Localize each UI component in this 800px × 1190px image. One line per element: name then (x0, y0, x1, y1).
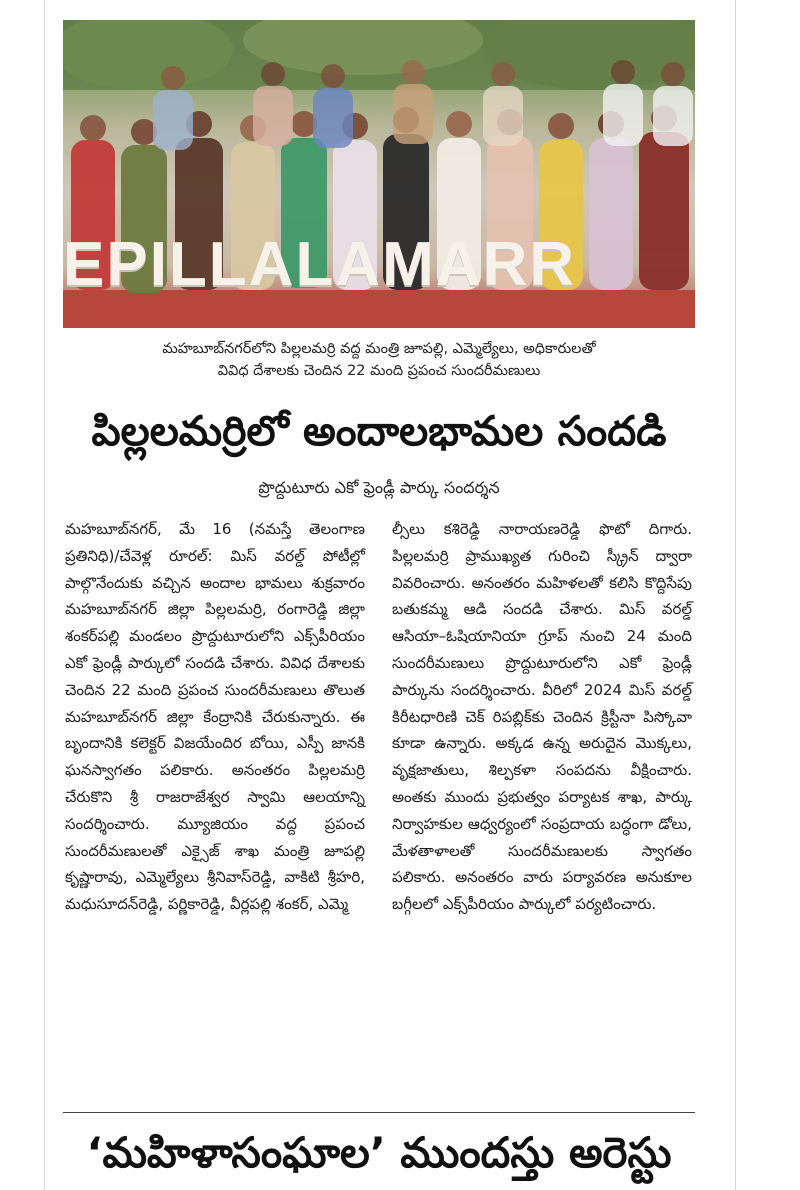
article-text-left: మహబూబ్‌నగర్‌, మే 16 (నమస్తే తెలంగాణ ప్రతినిధి)/చేవెళ్ల రూరల్‌: మిస్‌ వరల్డ్‌ పోటీల్లో పాల్గొనేందుకు వచ్చిన అందాల భామలు శుక్రవారం మహబూబ్‌నగర్‌ జిల్లా పిల్లలమర్రి, రంగారెడ్డి జిల్లా శంకర్‌పల్లి మండలం ప్రొద్దుటూరులోని ఎక్స్‌పీరియం ఎకో ఫ్రెండ్లీ పార్కులో సందడి చేశారు. వివిధ దేశాలకు చెందిన 22 మంది ప్రపంచ సుందరీమణులు తొలుత మహబూబ్‌నగర్‌ జిల్లా కేంద్రానికి చేరుకున్నారు. ఈ బృందానికి కలెక్టర్‌ విజయేందిర బోయి, ఎస్పీ జానకి ఘనస్వాగతం పలికారు. అనంతరం పిల్లలమర్రి చేరుకొని శ్రీ రాజరాజేశ్వర స్వామి ఆలయాన్ని సందర్శించారు. మ్యూజియం వద్ద ప్రపంచ సుందరీమణులతో ఎక్సైజ్‌ శాఖ మంత్రి జూపల్లి కృష్ణారావు, ఎమ్మెల్యేలు శ్రీనివాస్‌రెడ్డి, వాకిటి శ్రీహరి, మధుసూదన్‌రెడ్డి, పర్ణికారెడ్డి, వీర్లపల్లి శంకర్‌, ఎమ్మె (65, 520, 365, 914)
page-margin-rule-left (44, 0, 45, 1190)
section-divider (63, 1112, 695, 1113)
article-headline: పిల్లలమర్రిలో అందాలభామల సందడి (91, 407, 667, 455)
caption-line-1: మహబూబ్‌నగర్‌లోని పిల్లలమర్రి వద్ద మంత్రి జూపల్లి, ఎమ్మెల్యేలు, అధికారులతో (162, 341, 596, 357)
caption-line-2: వివిధ దేశాలకు చెందిన 22 మంది ప్రపంచ సుందరీమణులు (217, 363, 541, 379)
article-text-right: ల్సీలు కశిరెడ్డి నారాయణరెడ్డి ఫొటో దిగారు. పిల్లలమర్రి ప్రాముఖ్యత గురించి స్క్రీన్‌ ద్వారా వివరించారు. అనంతరం మహిళలతో కలిసి కొద్దిసేపు బతుకమ్మ ఆడి సందడి చేశారు. మిస్‌ వరల్డ్‌ ఆసియా–ఓషియానియా గ్రూప్‌ నుంచి 24 మంది సుందరీమణులు ప్రొద్దుటూరులోని ఎకో ఫ్రెండ్లీ పార్కును సందర్శించారు. వీరిలో 2024 మిస్‌ వరల్డ్‌ కిరీటధారిణి చెక్‌ రిపబ్లిక్‌కు చెందిన క్రిస్టీనా పిస్కోవా కూడా ఉన్నారు. అక్కడ ఉన్న అరుదైన మొక్కలు, వృక్షజాతులు, శిల్పకళా సంపదను వీక్షించారు. అంతకు ముందు ప్రభుత్వం పర్యాటక శాఖ, పార్కు నిర్వాహకుల ఆధ్వర్యంలో సంప్రదాయ బద్ధంగా డోలు, మేళతాళాలతో సుందరీమణులకు స్వాగతం పలికారు. అనంతరం వారు పర్యావరణ అనుకూల బగ్గీలలో ఎక్స్‌పీరియం పార్కులో పర్యటించారు. (392, 520, 692, 914)
next-article-headline: ‘మహిళాసంఘాల’ ముందస్తు అరెస్టు (86, 1128, 672, 1177)
article-column-left (65, 516, 365, 918)
article-subheadline: ప్రొద్దుటూరు ఎకో ఫ్రెండ్లీ పార్కు సందర్శన (258, 478, 500, 497)
page-margin-rule-right (735, 0, 736, 1190)
photo-caption (63, 338, 695, 382)
article-column-right (392, 516, 692, 918)
photo-sign-text: EPILLALAMARR (63, 230, 577, 299)
news-photo (63, 20, 695, 328)
